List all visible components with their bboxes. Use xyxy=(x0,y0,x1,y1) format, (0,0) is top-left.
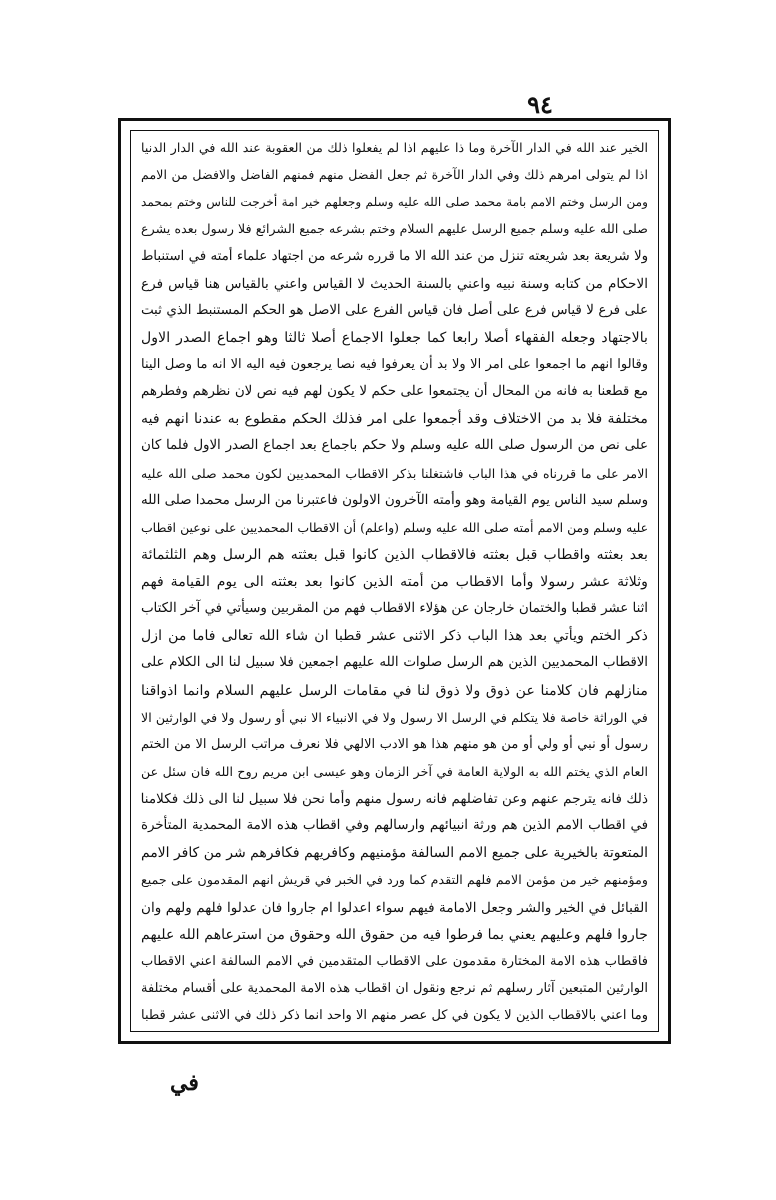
text-line: الامر على ما قررناه في هذا الباب فاشتغلنا بذكر الاقطاب المحمديين لكون محمد صلى الله عليه xyxy=(141,465,648,481)
text-line: جاروا فلهم وعليهم يعني بما فرطوا فيه من حقوق الله وحقوق من استرعاهم الله عليهم xyxy=(141,926,648,943)
text-line: ذلك فانه يترجم عنهم وعن تفاضلهم فانه رسول منهم وأما نحن فلا سبيل لنا الى ذلك فكلامنا xyxy=(141,791,648,807)
text-line: رسول أو نبي أو ولي أو من هو منهم هذا هو الادب الالهي فلا نعرف مراتب الرسل الا من الختم xyxy=(141,736,648,752)
text-line: ومؤمنهم خير من مؤمن الامم فلهم التقدم كما ورد في الخبر في قريش انهم المقدمون على جميع xyxy=(141,872,648,888)
text-line: اثنا عشر قطبا والختمان خارجان عن هؤلاء الاقطاب فهم من المقربين وسيأتي في آخر الكتاب xyxy=(141,601,648,617)
text-line: الاحكام من كتابه وسنة نبيه واعني بالسنة الحديث لا القياس واعني بالقياس هنا قياس فرع xyxy=(141,275,648,292)
text-line: اذا لم يتولى امرهم ذلك وفي الدار الآخرة ثم جعل الفضل منهم فمنهم الفاضل والافضل من الامم xyxy=(141,167,648,183)
text-line: ومن الرسل وختم الامم بامة محمد صلى الله عليه وسلم وجعلهم خير امة أخرجت للناس وختم بمحمد xyxy=(141,195,648,210)
text-block xyxy=(141,137,648,1027)
text-line: مختلفة فلا بد من الاختلاف وقد أجمعوا على امر فذلك الحكم مقطوع به عندنا انهم فيه xyxy=(141,411,648,428)
text-line: القبائل في الخير والشر وجعل الامامة فيهم سواء اعدلوا ام جاروا فان عدلوا فلهم ولهم وان xyxy=(141,899,648,916)
text-line: على نص من الرسول صلى الله عليه وسلم ولا حكم باجماع بعد اجماع الصدر الاول فلما كان xyxy=(141,438,648,454)
text-line: صلى الله عليه وسلم جميع الرسل عليهم السلام وختم بشرعه جميع الشرائع فلا رسول بعده يشرع xyxy=(141,221,648,237)
text-line: الوارثين المتبعين آثار رسلهم ثم نرجع ونقول ان اقطاب هذه الامة المحمدية على أقسام مختلفة xyxy=(141,980,648,996)
text-line: الخير عند الله في الدار الآخرة وما ذا عليهم اذا لم يفعلوا ذلك من العقوبة عند الله في الدار الدنيا xyxy=(141,140,648,155)
text-line: بالاجتهاد وجعله الفقهاء أصلا رابعا كما جعلوا الاجماع أصلا ثالثا وهو اجماع الصدر الاول xyxy=(141,329,648,346)
text-line: العام الذي يختم الله به الولاية العامة في آخر الزمان وهو عيسى ابن مريم روح الله فان سئل عن xyxy=(141,763,648,779)
catchword: في xyxy=(170,1070,199,1096)
text-line: ولا شريعة بعد شريعته تنزل من عند الله الا ما قرره شرعه من اجتهاد علماء أمته في استنباط xyxy=(141,248,648,264)
text-line: في الوراثة خاصة فلا يتكلم في الرسل الا رسول ولا في الانبياء الا نبي أو رسول ولا في الوارثين الا xyxy=(141,709,648,725)
text-line: بعد بعثته واقطاب قبل بعثته فالاقطاب الذين كانوا قبل بعثته هم الرسل وهم الثلثمائة xyxy=(141,546,648,563)
page-border-outer xyxy=(118,118,671,1044)
page-border-inner xyxy=(130,130,659,1032)
text-line: ذكر الختم ويأتي بعد هذا الباب ذكر الاثنى عشر قطبا ان شاء الله تعالى فاما من ازل xyxy=(141,628,648,645)
text-line: فاقطاب هذه الامة المختارة مقدمون على الاقطاب المتقدمين في الامم السالفة اعني الاقطاب xyxy=(141,953,648,969)
text-line: عليه وسلم ومن الامم أمته صلى الله عليه وسلم (واعلم) أن الاقطاب المحمديين على نوعين اقطاب xyxy=(141,519,648,535)
text-line: المتعوتة بالخيرية على جميع الامم السالفة مؤمنيهم وكافريهم فكافرهم شر من كافر الامم xyxy=(141,845,648,862)
text-line: في اقطاب الامم الذين هم ورثة انبيائهم وارسالهم وفي اقطاب هذه الامة المحمدية المتأخرة xyxy=(141,818,648,834)
text-line: منازلهم فان كلامنا عن ذوق ولا ذوق لنا في مقامات الرسل عليهم السلام وانما اذواقنا xyxy=(141,682,648,699)
text-line: مع قطعنا به فانه من المحال أن يجتمعوا على حكم لا يكون لهم فيه نص لان نظرهم وفطرهم xyxy=(141,384,648,400)
text-line: وما اعني بالاقطاب الذين لا يكون في كل عصر منهم الا واحد انما ذكر ذلك في الاثنى عشر قطبا xyxy=(141,1008,648,1023)
text-line: وسلم سيد الناس يوم القيامة وهو وأمته الآخرون الاولون فاعتبرنا من الرسل محمدا صلى الله xyxy=(141,492,648,508)
text-line: وقالوا انهم ما اجمعوا على امر الا ولا بد أن يعرفوا فيه نصا يرجعون فيه اليه الا انه ما وصل الينا xyxy=(141,357,648,372)
text-line: الاقطاب المحمديين الذين هم الرسل صلوات الله عليهم اجمعين فلا سبيل لنا الى الكلام على xyxy=(141,655,648,671)
text-line: على فرع لا قياس فرع على أصل فان قياس الفرع على الاصل هو الحكم المستنبط الذي ثبت xyxy=(141,302,648,318)
text-line: وثلاثة عشر رسولا وأما الاقطاب من أمته الذين كانوا بعد بعثته الى يوم القيامة فهم xyxy=(141,574,648,590)
page-number: ٩٤ xyxy=(527,90,553,119)
